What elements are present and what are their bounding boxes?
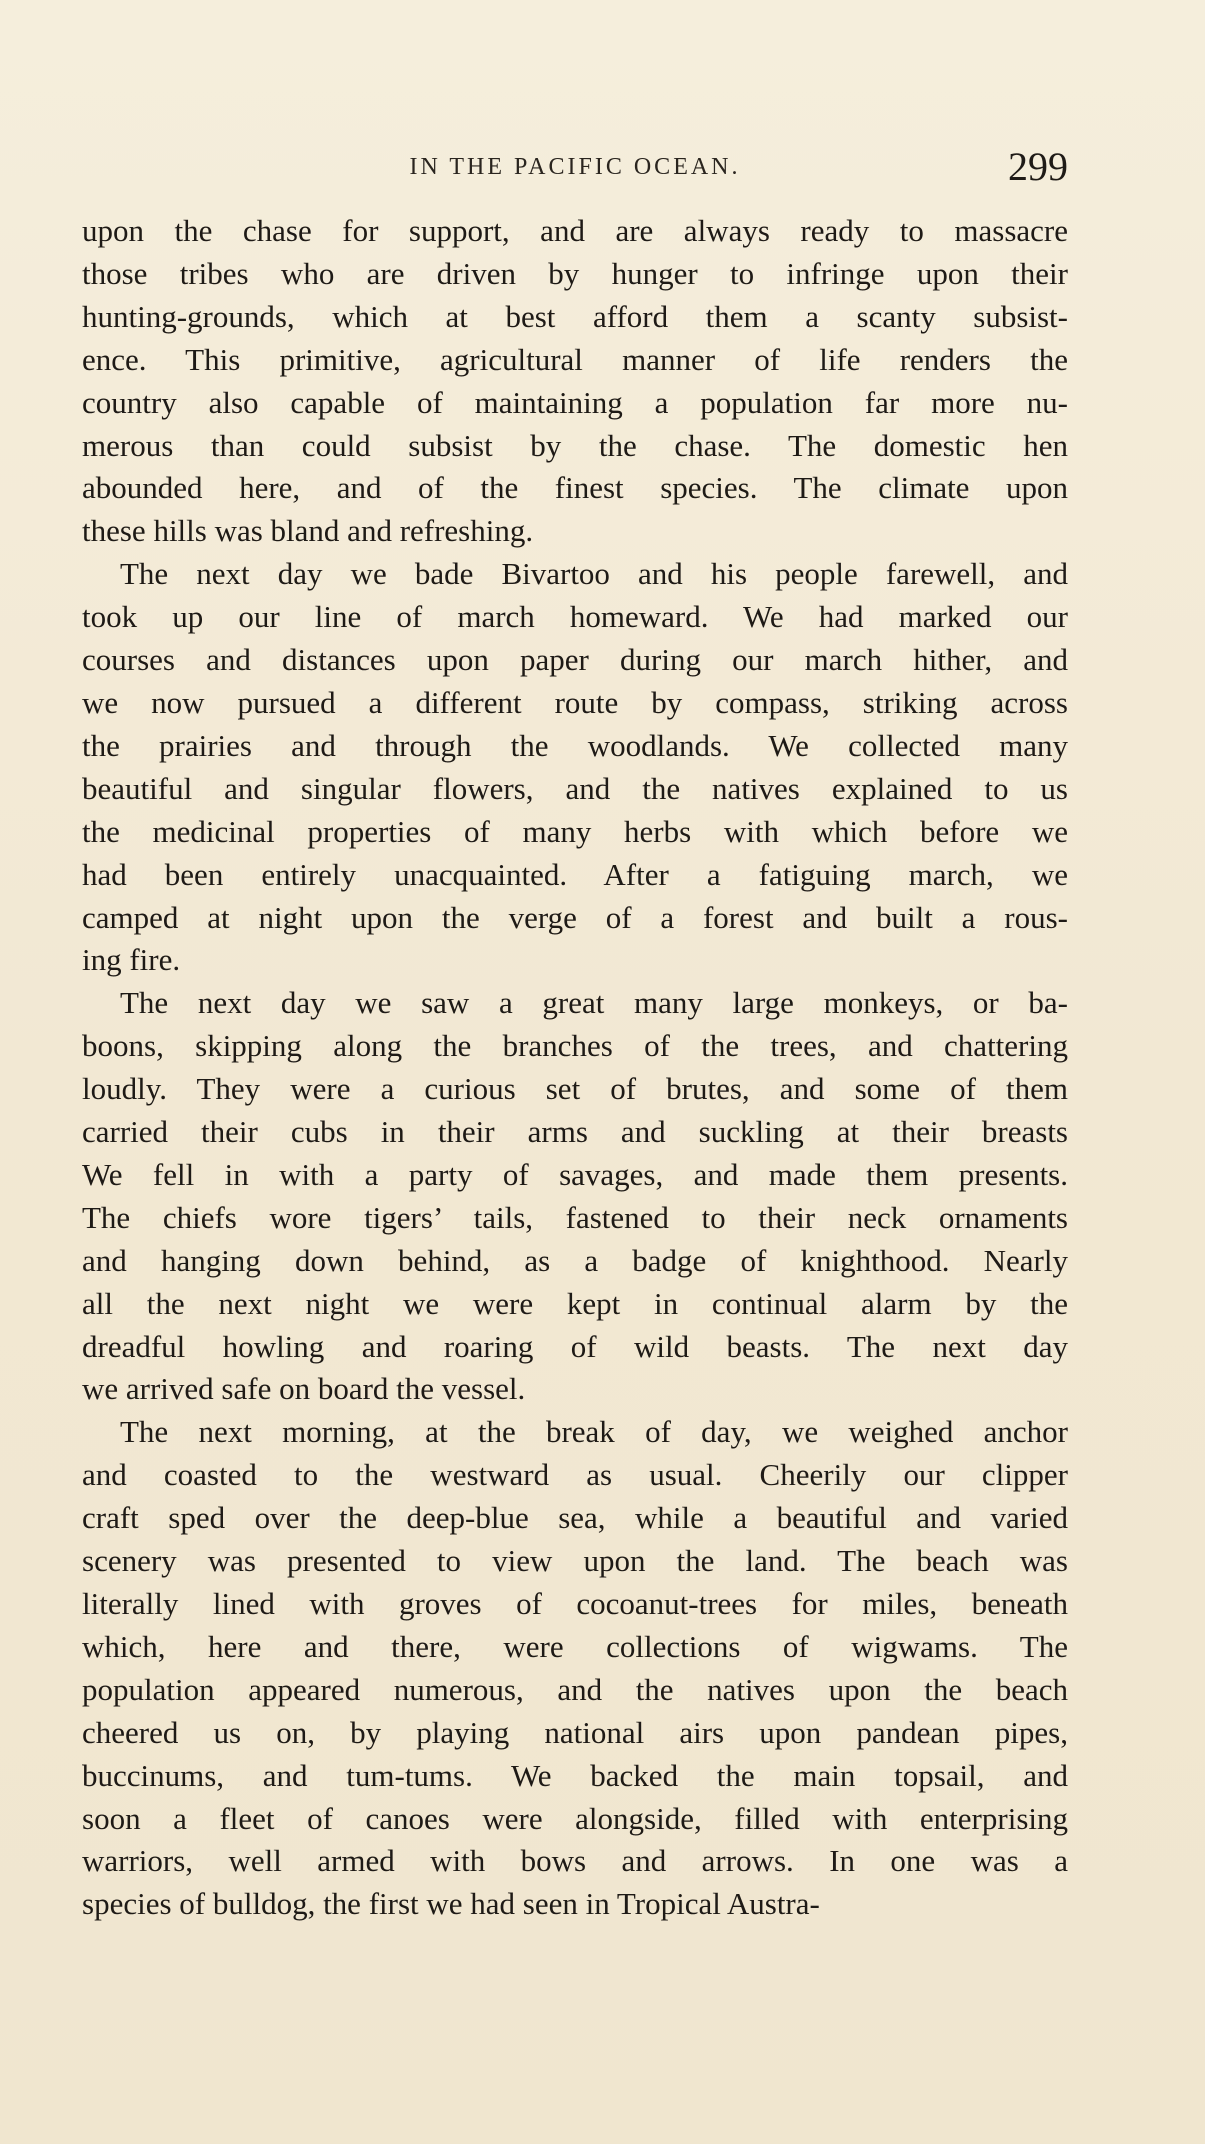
- page-content: [82, 142, 1068, 1926]
- text-line: We fell in with a party of savages, and made them presents.: [82, 1156, 1068, 1192]
- text-line: upon the chase for support, and are always ready to massacre: [82, 213, 1068, 248]
- text-line: we now pursued a different route by compass, striking across: [82, 684, 1068, 720]
- text-line: and coasted to the westward as usual. Cheerily our clipper: [82, 1457, 1068, 1493]
- text-line: the prairies and through the woodlands. We collected many: [82, 727, 1068, 763]
- text-line: boons, skipping along the branches of the trees, and chattering: [82, 1028, 1068, 1064]
- text-line: The chiefs wore tigers’ tails, fastened to their neck ornaments: [82, 1199, 1068, 1235]
- text-line: which, here and there, were collections of wigwams. The: [82, 1628, 1068, 1664]
- text-line: the medicinal properties of many herbs with which before we: [82, 813, 1068, 849]
- text-line: warriors, well armed with bows and arrows. In one was a: [82, 1843, 1068, 1879]
- paragraph: [82, 982, 1068, 1411]
- text-line: buccinums, and tum-tums. We backed the main topsail, and: [82, 1757, 1068, 1793]
- text-line: ence. This primitive, agricultural manner of life renders the: [82, 341, 1068, 377]
- text-line: cheered us on, by playing national airs upon pandean pipes,: [82, 1714, 1068, 1750]
- text-line: and hanging down behind, as a badge of knighthood. Nearly: [82, 1242, 1068, 1278]
- text-line: courses and distances upon paper during our march hither, and: [82, 642, 1068, 678]
- text-line: took up our line of march homeward. We had marked our: [82, 599, 1068, 635]
- text-line: The next day we bade Bivartoo and his people farewell, and: [120, 556, 1068, 592]
- text-line: camped at night upon the verge of a forest and built a rous-: [82, 899, 1068, 935]
- text-line: we arrived safe on board the vessel.: [82, 1371, 526, 1407]
- text-line: all the next night we were kept in continual alarm by the: [82, 1285, 1068, 1321]
- body-text: [82, 210, 1068, 1926]
- text-line: species of bulldog, the first we had seen in Tropical Austra-: [82, 1886, 820, 1922]
- text-line: those tribes who are driven by hunger to infringe upon their: [82, 255, 1068, 291]
- text-line: abounded here, and of the finest species. The climate upon: [82, 470, 1068, 506]
- text-line: beautiful and singular flowers, and the natives explained to us: [82, 770, 1068, 806]
- text-line: ing fire.: [82, 942, 181, 978]
- text-line: country also capable of maintaining a population far more nu-: [82, 384, 1068, 420]
- running-head: [82, 142, 1068, 196]
- text-line: these hills was bland and refreshing.: [82, 513, 534, 549]
- text-line: scenery was presented to view upon the land. The beach was: [82, 1543, 1068, 1579]
- running-title: IN THE PACIFIC OCEAN.: [409, 154, 741, 180]
- text-line: population appeared numerous, and the natives upon the beach: [82, 1671, 1068, 1707]
- paragraph: [82, 553, 1068, 982]
- text-line: hunting-grounds, which at best afford them a scanty subsist-: [82, 298, 1068, 334]
- text-line: loudly. They were a curious set of brutes, and some of them: [82, 1071, 1068, 1107]
- paragraph: [82, 1411, 1068, 1926]
- text-line: carried their cubs in their arms and suckling at their breasts: [82, 1114, 1068, 1150]
- text-line: The next morning, at the break of day, we weighed anchor: [120, 1414, 1068, 1450]
- text-line: soon a fleet of canoes were alongside, filled with enterprising: [82, 1800, 1068, 1836]
- text-line: dreadful howling and roaring of wild beasts. The next day: [82, 1328, 1068, 1364]
- paragraph: [82, 210, 1068, 553]
- text-line: had been entirely unacquainted. After a fatiguing march, we: [82, 856, 1068, 892]
- text-line: craft sped over the deep-blue sea, while a beautiful and varied: [82, 1500, 1068, 1536]
- text-line: merous than could subsist by the chase. The domestic hen: [82, 427, 1068, 463]
- text-line: literally lined with groves of cocoanut-trees for miles, beneath: [82, 1586, 1068, 1621]
- page-number: 299: [1008, 144, 1068, 189]
- text-line: The next day we saw a great many large monkeys, or ba-: [120, 985, 1068, 1021]
